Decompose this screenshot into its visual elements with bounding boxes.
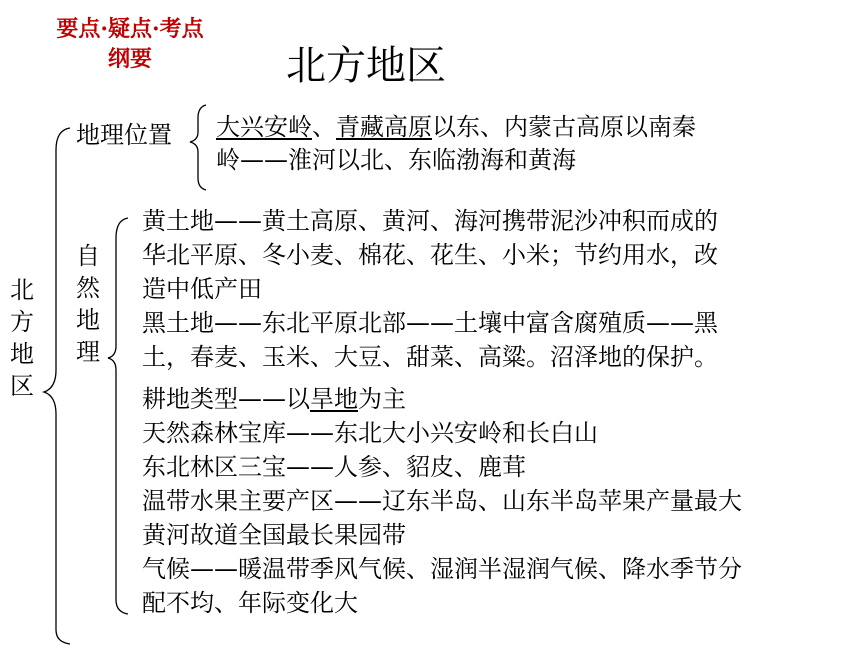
nature-line: 温带水果主要产区——辽东半岛、山东半岛苹果产量最大 [142,487,742,515]
location-heading: 地理位置 [76,121,172,149]
nature-line: 华北平原、冬小麦、棉花、花生、小米；节约用水，改 [142,241,718,269]
nature-brace [108,218,128,614]
nature-line: 黄土地——黄土高原、黄河、海河携带泥沙冲积而成的 [142,207,718,235]
page-title: 北方地区 [286,43,446,89]
location-line-1-rest: 以东、内蒙古高原以南秦 [432,113,696,141]
farmland-prefix: 耕地类型——以 [142,385,310,413]
location-place-2: 青藏高原 [336,113,432,141]
nature-line: 东北林区三宝——人参、貂皮、鹿茸 [142,453,526,481]
nature-heading: 自然地理 [76,242,100,366]
section-label-line1: 要点·疑点·考点 [56,16,204,42]
location-brace [190,105,206,190]
nature-line: 气候——暖温带季风气候、湿润半湿润气候、降水季节分 [142,555,742,583]
section-label-line2: 纲要 [107,46,152,72]
nature-line: 造中低产田 [142,275,262,303]
nature-line: 黑土地——东北平原北部——土壤中富含腐殖质——黑 [142,309,718,337]
nature-line: 土，春麦、玉米、大豆、甜菜、高粱。沼泽地的保护。 [142,343,718,371]
location-sep: 、 [312,113,336,141]
nature-line: 配不均、年际变化大 [142,589,358,617]
location-line-2: 岭——淮河以北、东临渤海和黄海 [216,146,576,174]
farmland-suffix: 为主 [358,385,406,413]
nature-line: 黄河故道全国最长果园带 [142,521,406,549]
nature-line: 天然森林宝库——东北大小兴安岭和长白山 [142,419,598,447]
location-place-1: 大兴安岭 [216,113,312,141]
location-line-1 [216,112,696,143]
root-label: 北方地区 [10,276,34,400]
farmland-type: 旱地 [310,385,358,413]
root-brace [44,128,70,644]
farmland-line [142,384,406,415]
